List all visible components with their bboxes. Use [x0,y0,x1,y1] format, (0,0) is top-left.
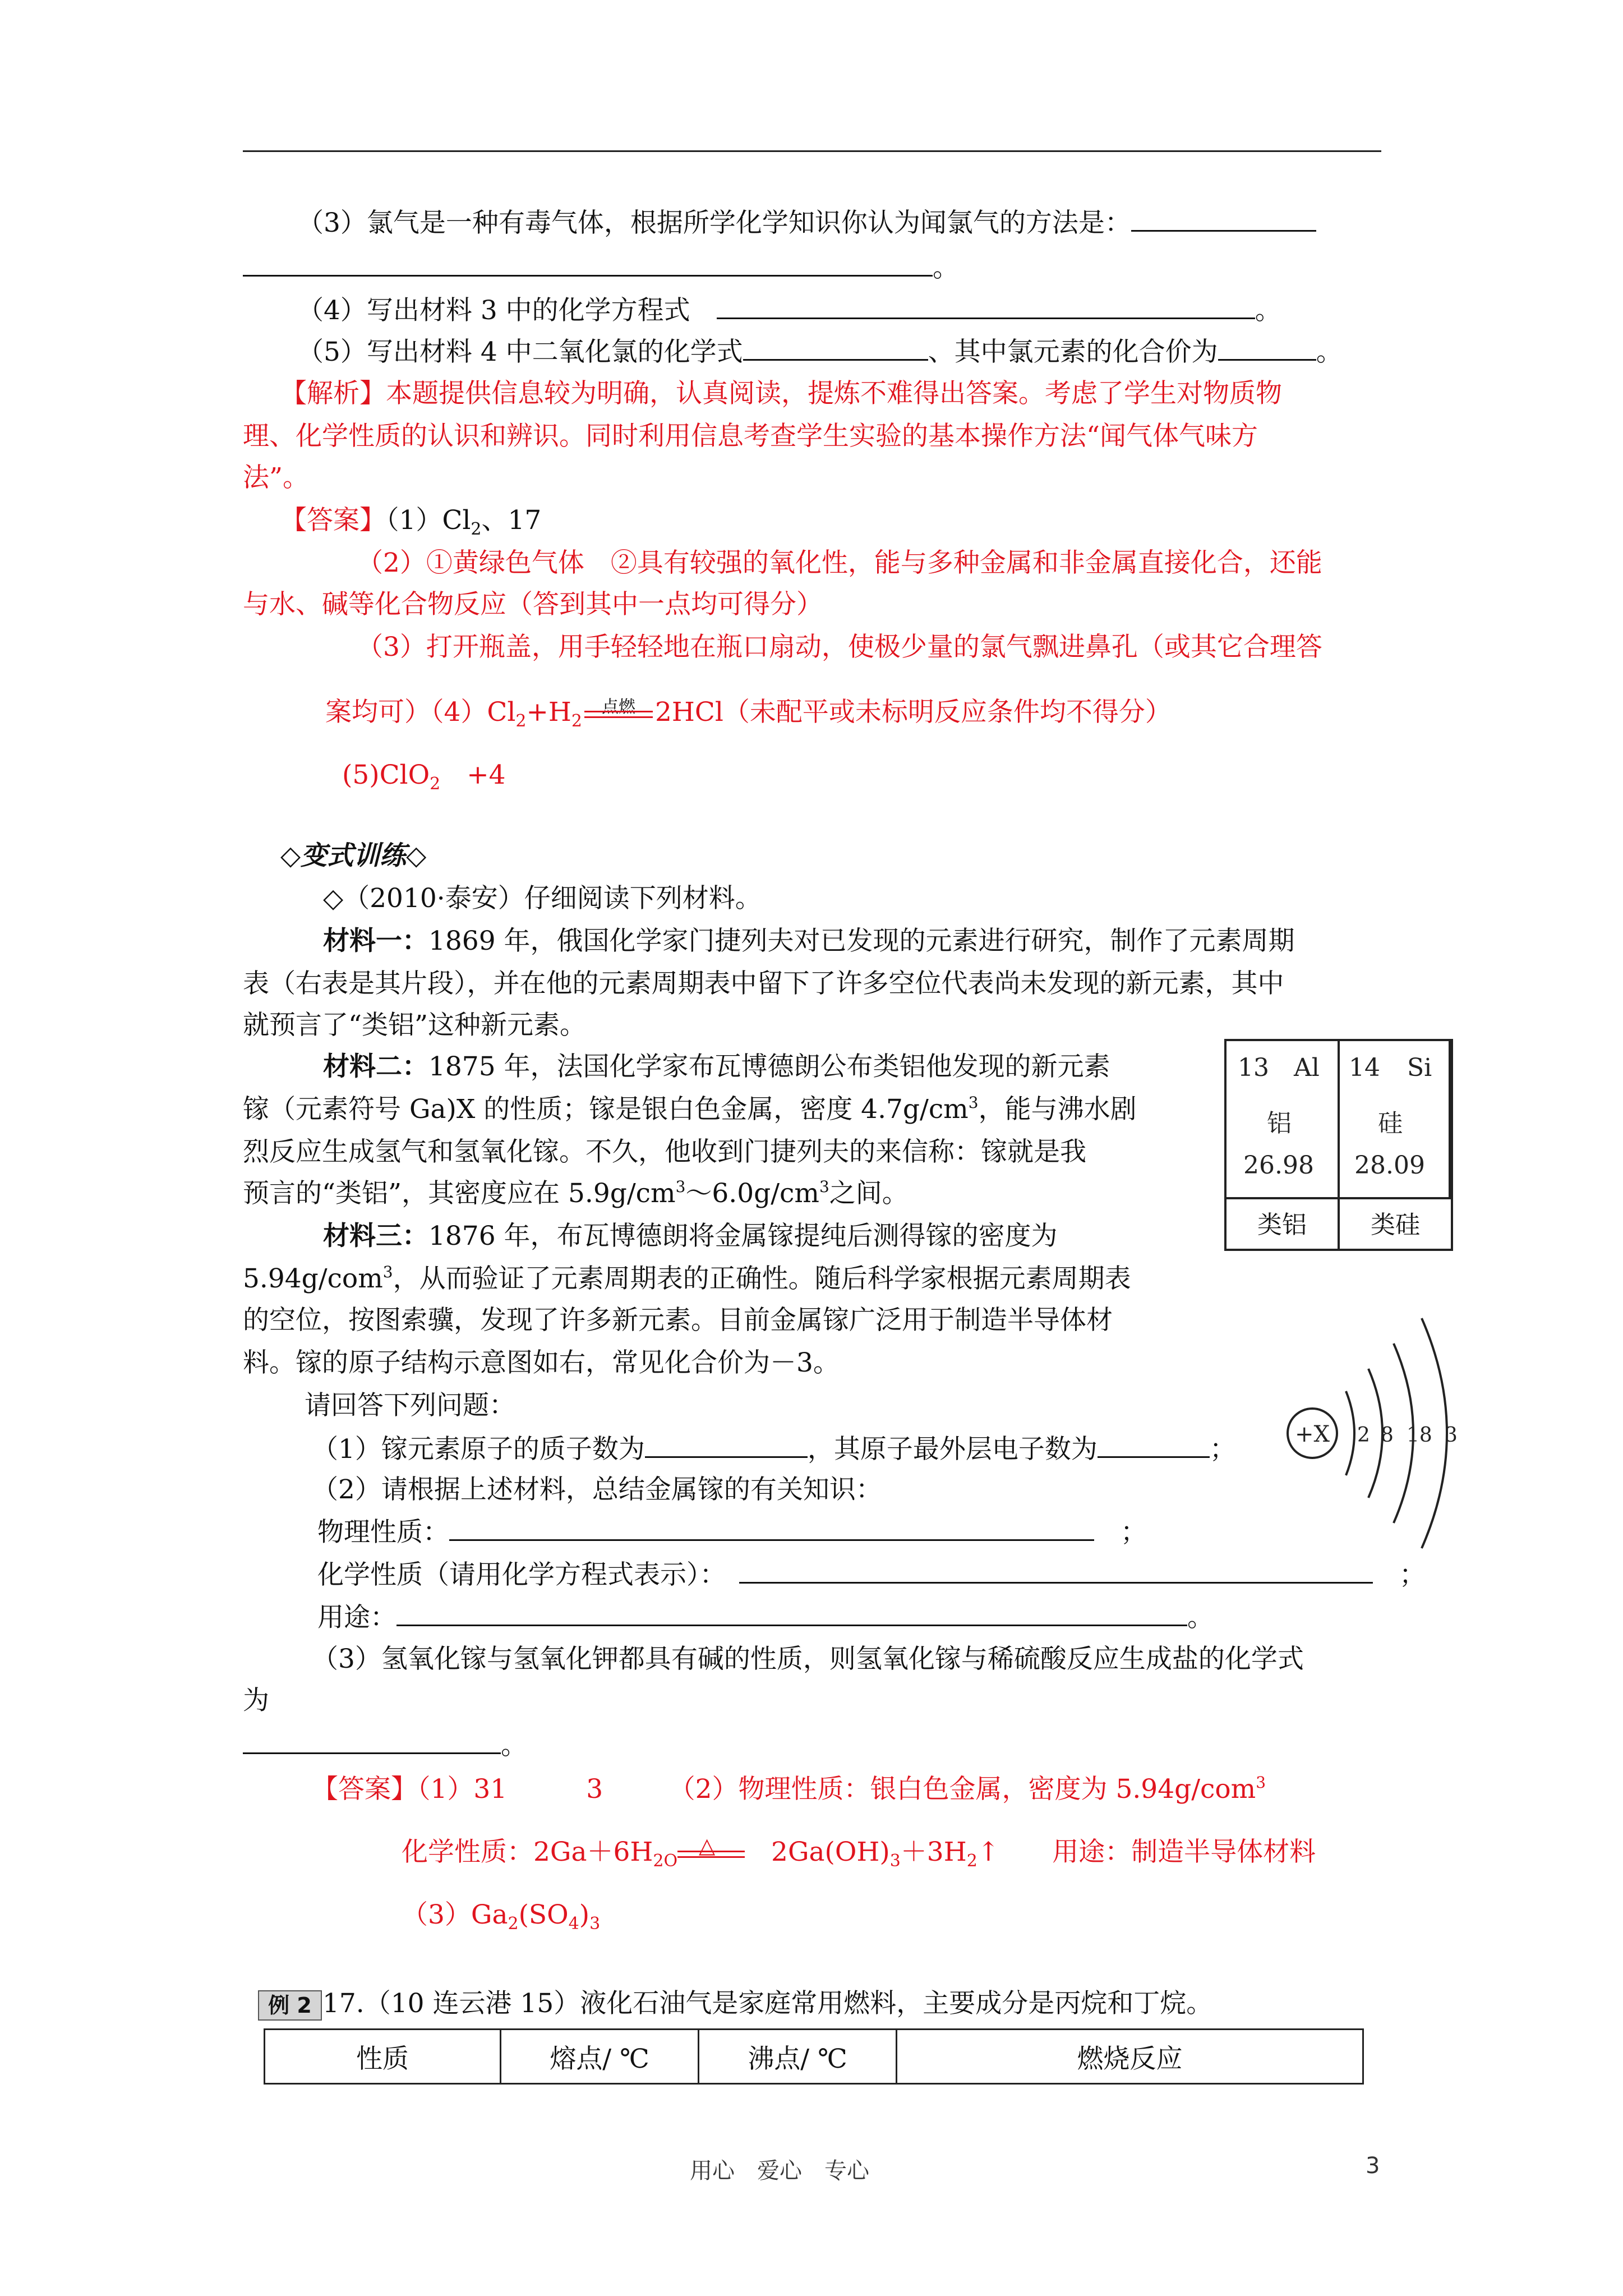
answer-blank[interactable] [743,334,928,361]
answer-3-line-1: （3）打开瓶盖，用手轻轻地在瓶口扇动，使极少量的氯气飘进鼻孔（或其它合理答 [357,632,1322,662]
table-header-cell: 熔点/ ℃ [501,2030,699,2084]
answer-blank[interactable] [1218,334,1316,361]
answer-blank[interactable] [449,1515,1094,1541]
answer-1: 【答案】$(1)Cl_2$、17 [280,505,542,539]
material-3-line-4: 料。镓的原子结构示意图如右，常见化合价为－3。 [243,1347,840,1378]
answer-blank[interactable] [717,293,1255,319]
material-1-line-2: 表（右表是其片段），并在他的元素周期表中留下了许多空位代表尚未发现的新元素，其中 [243,968,1284,999]
variant-question-3-cont: 为 [243,1685,269,1716]
table-header-cell: 燃烧反应 [897,2030,1363,2084]
physical-property-line: 物理性质： ； [317,1515,1147,1549]
question-3 [297,205,1316,240]
shell-1-electrons: 2 [1357,1424,1370,1447]
answer-5: (5)ClO$_2$ +4 [342,760,506,794]
material-3-line-2: 5.94g/com$^3$，从而验证了元素周期表的正确性。随后科学家根据元素周期表 [243,1263,1131,1294]
variant-answer-1: 【答案】（1）31 3 （2）物理性质：银白色金属，密度为 5.94g/com$^3$ [312,1773,1266,1805]
material-2-line-3: 烈反应生成氢气和氢氧化镓。不久，他收到门捷列夫的来信称：镓就是我 [243,1137,1086,1167]
answer-blank[interactable] [243,250,933,277]
variant-question-3-blank: 。 [243,1728,527,1763]
table-header-cell: 沸点/ ℃ [699,2030,897,2084]
periodic-table-fragment [1224,1039,1453,1251]
example-badge: 例 2 [258,1990,322,2021]
question-4: （4）写出材料 3 中的化学方程式 。 [297,293,1281,328]
element-si-cell: 14 Si 硅 28.09 [1338,1041,1451,1197]
table-header-row [265,2030,1363,2084]
analysis-line-3: 法”。 [243,462,310,493]
analysis-line-1: 【解析】本题提供信息较为明确，认真阅读，提炼不难得出答案。考虑了学生对物质物 [280,378,1282,409]
answer-2-line-2: 与水、碱等化合物反应（答到其中一点均可得分） [243,589,823,620]
answer-blank[interactable] [396,1600,1187,1626]
material-3-line-1: 材料三：1876 年，布瓦博德朗将金属镓提纯后测得镓的密度为 [323,1221,1058,1251]
variant-question-3: （3）氢氧化镓与氢氧化钾都具有碱的性质，则氢氧化镓与稀硫酸反应生成盐的化学式 [312,1644,1304,1674]
material-3-line-3: 的空位，按图索骥，发现了许多新元素。目前金属镓广泛用于制造半导体材 [243,1305,1113,1336]
analysis-line-2: 理、化学性质的认识和辨识。同时利用信息考查学生实验的基本操作方法“闻气体气味方 [243,421,1258,452]
answer-blank[interactable] [1131,205,1316,232]
answer-blank[interactable] [645,1432,808,1458]
answer-blank[interactable] [1098,1432,1210,1458]
answer-3-line-2: 案均可）$(4)Cl_2+H_2$ 点燃 2HCl（未配平或未标明反应条件均不得分） [325,697,1172,731]
variant-answer-chem: 化学性质：$2Ga+6H_{2O}$ △ $2Ga(OH)_3+3H_2↑$ 用途：制造半导体材料 [402,1833,1316,1871]
shell-4-electrons: 3 [1445,1424,1458,1447]
variant-title: ◇变式训练◇ [280,840,427,871]
example-2-text: 17.（10 连云港 15）液化石油气是家庭常用燃料，主要成分是丙烷和丁烷。 [322,1988,1213,2019]
question-3-cont: 。 [243,250,959,285]
material-2-line-1: 材料二：1875 年，法国化学家布瓦博德朗公布类铝他发现的新元素 [323,1051,1110,1082]
properties-table [264,2028,1364,2085]
material-1-line-3: 就预言了“类铝”这种新元素。 [243,1010,587,1041]
question-4-label: （4）写出材料 3 中的化学方程式 [297,295,690,326]
variant-question-2: （2）请根据上述材料，总结金属镓的有关知识： [312,1474,882,1505]
material-2-line-4: 预言的“类铝”，其密度应在 $5.9g/cm^3\sim 6.0g/cm^3$之间。 [243,1177,909,1209]
heat-condition-sign: △ [677,1843,745,1865]
variant-source: ◇（2010·泰安）仔细阅读下列材料。 [323,883,762,914]
atom-structure-diagram [1262,1307,1475,1559]
variant-answer-3: $(3)Ga_2(SO_4)_3$ [402,1899,601,1934]
variant-question-1: （1）镓元素原子的质子数为 ，其原子最外层电子数为 ； [312,1432,1236,1466]
chemical-property-line: 化学性质（请用化学方程式表示）： ； [317,1557,1426,1592]
reaction-condition-sign: 点燃 [582,703,655,725]
question-3-label: （3）氯气是一种有毒气体，根据所学化学知识你认为闻氯气的方法是： [297,208,1131,238]
use-line: 用途： 。 [317,1600,1214,1635]
page-number: 3 [1366,2153,1380,2179]
material-2-line-2: 镓（元素符号 Ga)X 的性质；镓是银白色金属，密度 $4.7g/cm^3$，能与沸水剧 [243,1093,1137,1125]
periodic-table-footer: 类铝 类硅 [1227,1197,1451,1251]
table-header-cell: 性质 [265,2030,501,2084]
footer-motto: 用心 爱心 专心 [690,2158,869,2184]
header-rule [243,150,1381,152]
element-al-cell: 13 Al 铝 26.98 [1227,1041,1340,1197]
material-1-line-1: 材料一：1869 年，俄国化学家门捷列夫对已发现的元素进行研究，制作了元素周期 [323,926,1295,956]
nucleus-label: +X [1295,1421,1330,1447]
answer-2-line-1: （2）①黄绿色气体 ②具有较强的氧化性，能与多种金属和非金属直接化合，还能 [357,547,1322,578]
shell-2-electrons: 8 [1381,1424,1394,1447]
shell-arc [1346,1391,1354,1475]
shell-3-electrons: 18 [1407,1424,1432,1447]
answer-blank[interactable] [739,1557,1373,1584]
variant-ask: 请回答下列问题： [305,1390,515,1421]
question-5: （5）写出材料 4 中二氧化氯的化学式 、其中氯元素的化合价为 。 [297,334,1343,369]
answer-blank[interactable] [243,1728,501,1754]
